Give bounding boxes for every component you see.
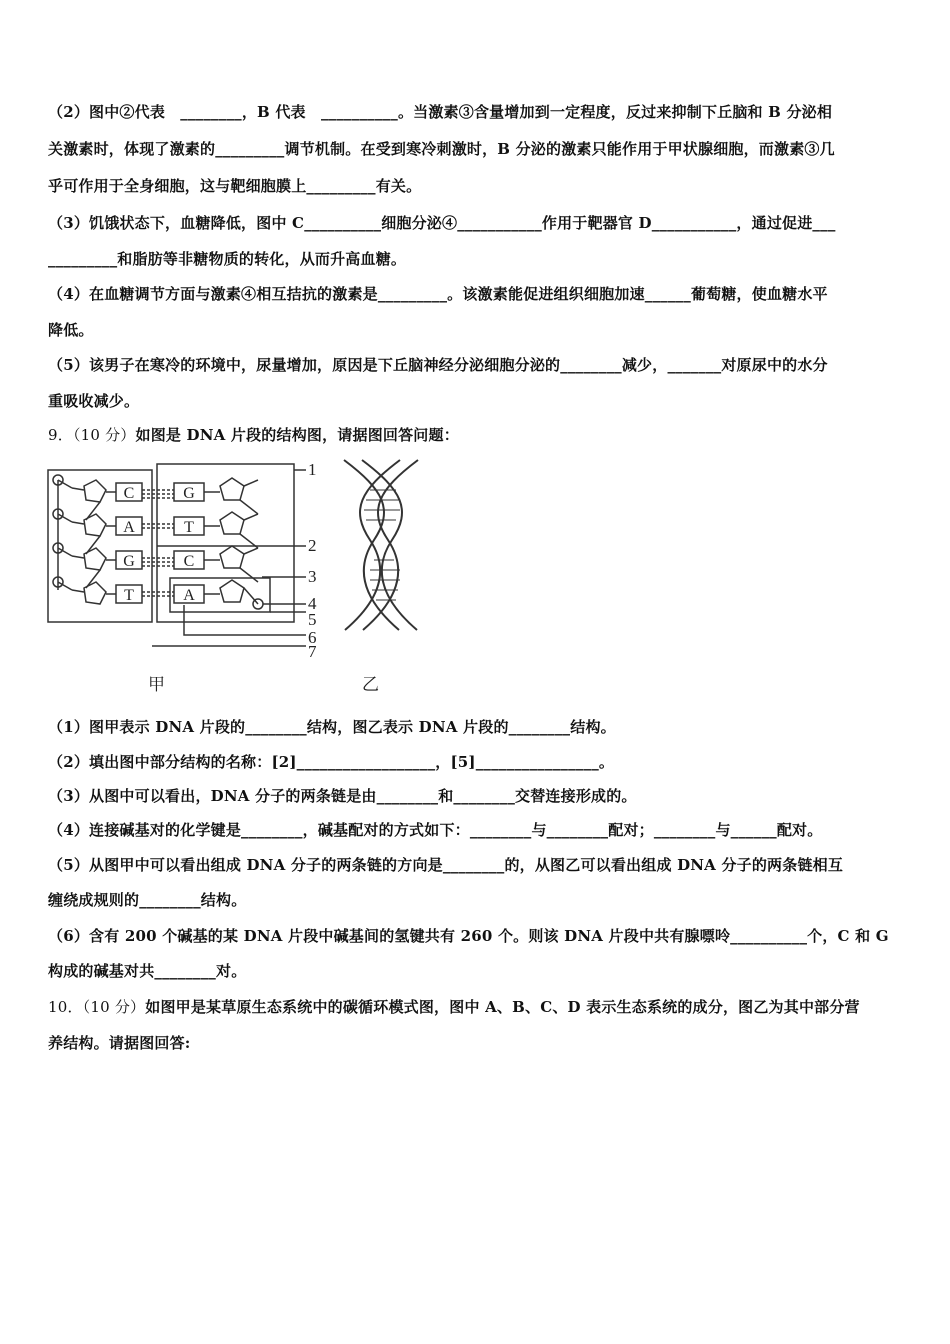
q8-sub2-line2: 关激素时，体现了激素的_________调节机制。在受到寒冷刺激时，B 分泌的激素只能作用于甲状腺细胞，而激素③几 xyxy=(48,140,835,158)
q8-sub3-line1: （3）饥饿状态下，血糖降低，图中 C__________细胞分泌④___________作用于靶器官 D___________，通过促进___ xyxy=(48,214,836,232)
left-base-4: T xyxy=(124,587,134,604)
q9-sub6-line2: 构成的碱基对共________对。 xyxy=(48,962,247,980)
question-10-text-line2: 养结构。请据图回答: xyxy=(48,1034,191,1052)
right-strand-box xyxy=(157,464,294,622)
q8-sub2-line1: （2）图中②代表 ________，B 代表 __________。当激素③含量增加到一定程度，反过来抑制下丘脑和 B 分泌相 xyxy=(48,103,833,121)
dna-diagram xyxy=(44,450,424,700)
left-strand-box xyxy=(48,470,152,622)
q9-sub6-line1: （6）含有 200 个碱基的某 DNA 片段中碱基间的氢键共有 260 个。则该 DNA 片段中共有腺嘌呤__________个，C 和 G xyxy=(48,927,889,945)
question-10-number: 10．（10 分） xyxy=(48,998,146,1016)
q8-sub5-line2: 重吸收减少。 xyxy=(48,392,140,410)
q9-sub1: （1）图甲表示 DNA 片段的________结构，图乙表示 DNA 片段的________结构。 xyxy=(48,718,616,736)
q8-sub5-line1: （5）该男子在寒冷的环境中，尿量增加，原因是下丘脑神经分泌细胞分泌的________减少，_______对原尿中的水分 xyxy=(48,356,828,374)
q8-sub4-line2: 降低。 xyxy=(48,321,94,339)
q9-sub4: （4）连接碱基对的化学键是________，碱基配对的方式如下：________与________配对；________与______配对。 xyxy=(48,821,823,839)
q8-sub2-line3: 乎可作用于全身细胞，这与靶细胞膜上_________有关。 xyxy=(48,177,422,195)
label-3: 3 xyxy=(308,567,317,586)
question-10-text: 如图甲是某草原生态系统中的碳循环模式图，图中 A、B、C、D 表示生态系统的成分，图乙为其中部分营 xyxy=(145,998,860,1016)
caption-yi: 乙 xyxy=(362,675,379,694)
label-1: 1 xyxy=(308,460,317,479)
label-6: 6 xyxy=(308,628,317,647)
q9-sub5-line2: 缠绕成规则的________结构。 xyxy=(48,891,247,909)
right-base-3: C xyxy=(183,553,195,570)
left-base-3: G xyxy=(123,553,135,570)
q9-sub5-line1: （5）从图甲中可以看出组成 DNA 分子的两条链的方向是________的，从图乙可以看出组成 DNA 分子的两条链相互 xyxy=(48,856,844,874)
left-base-2: A xyxy=(123,519,135,536)
q9-sub2: （2）填出图中部分结构的名称：[2]__________________，[5]________________。 xyxy=(48,753,615,771)
right-base-2: T xyxy=(184,519,194,536)
question-10-heading xyxy=(48,997,860,1017)
label-2: 2 xyxy=(308,536,317,555)
q9-sub3: （3）从图中可以看出，DNA 分子的两条链是由________和________交替连接形成的。 xyxy=(48,787,637,805)
q8-sub4-line1: （4）在血糖调节方面与激素④相互拮抗的激素是_________。该激素能促进组织细胞加速______葡萄糖，使血糖水平 xyxy=(48,285,828,303)
question-9-number: 9．（10 分） xyxy=(48,426,136,444)
right-base-1: G xyxy=(183,485,195,502)
dna-structure-figure xyxy=(44,450,424,700)
caption-jia: 甲 xyxy=(148,675,165,694)
left-base-1: C xyxy=(123,485,135,502)
label-7: 7 xyxy=(308,642,317,661)
q8-sub3-line2: _________和脂肪等非糖物质的转化，从而升高血糖。 xyxy=(48,250,407,268)
label-5: 5 xyxy=(308,610,317,629)
question-9-text: 如图是 DNA 片段的结构图，请据图回答问题： xyxy=(135,426,459,444)
right-base-4: A xyxy=(183,587,195,604)
label-4: 4 xyxy=(308,594,317,613)
question-9-heading xyxy=(48,425,459,445)
